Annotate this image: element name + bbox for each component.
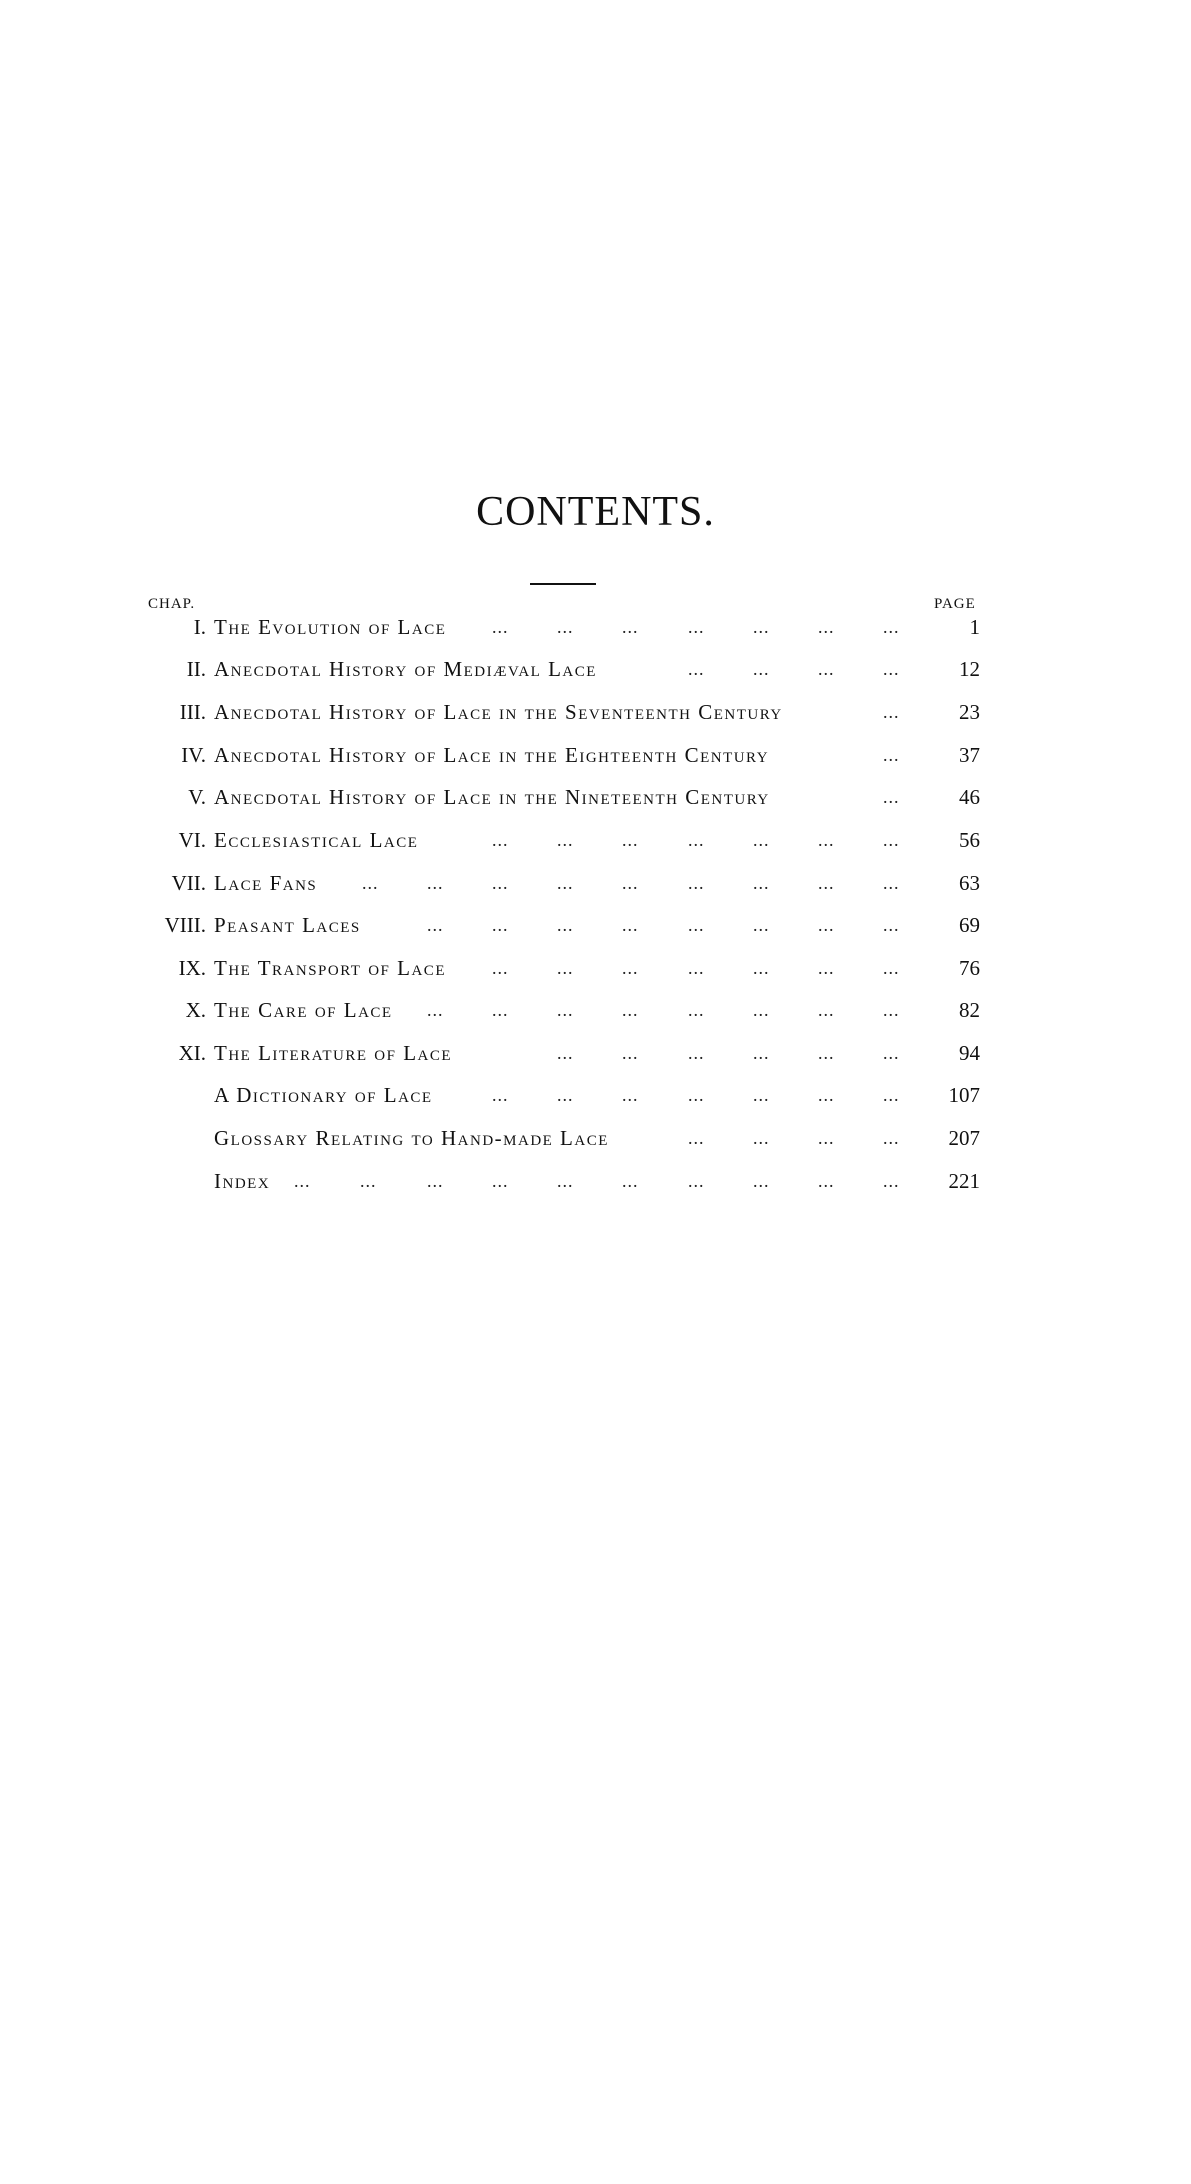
chapter-title: Lace Fans: [214, 871, 318, 895]
dot-leader: ...: [557, 1000, 574, 1020]
chapter-title: Glossary Relating to Hand-made Lace: [214, 1126, 609, 1150]
toc-entry: [0, 782, 1191, 812]
page-number: 63: [959, 871, 980, 895]
dot-leader: ...: [427, 1171, 444, 1191]
dot-leader: ...: [492, 1171, 509, 1191]
dot-leader: ...: [818, 873, 835, 893]
dot-leader: ...: [622, 1085, 639, 1105]
toc-entry: [0, 1080, 1191, 1110]
dot-leader: ...: [883, 1000, 900, 1020]
dot-leader: ...: [492, 1085, 509, 1105]
dot-leader: ...: [492, 617, 509, 637]
chapter-number: III.: [179, 700, 206, 724]
toc-entry: [0, 868, 1191, 898]
dot-leader: ...: [818, 1085, 835, 1105]
dot-leader: ...: [753, 1171, 770, 1191]
dot-leader: ...: [622, 617, 639, 637]
dot-leader: ...: [688, 617, 705, 637]
dot-leader: ...: [557, 958, 574, 978]
toc-entry: [0, 1123, 1191, 1153]
dot-leader: ...: [753, 1000, 770, 1020]
dot-leader: ...: [492, 915, 509, 935]
dot-leader: ...: [818, 830, 835, 850]
toc-entry: [0, 697, 1191, 727]
chapter-number: IV.: [181, 743, 206, 767]
page-number: 107: [948, 1083, 980, 1107]
chapter-number: IX.: [178, 956, 206, 980]
dot-leader: ...: [427, 915, 444, 935]
dot-leader: ...: [818, 617, 835, 637]
dot-leader: ...: [883, 787, 900, 807]
dot-leader: ...: [427, 873, 444, 893]
chapter-title: Anecdotal History of Mediæval Lace: [214, 657, 597, 681]
dot-leader: ...: [688, 958, 705, 978]
toc-entry: [0, 612, 1191, 642]
dot-leader: ...: [818, 1043, 835, 1063]
chapter-number: V.: [188, 785, 206, 809]
toc-entry: [0, 654, 1191, 684]
dot-leader: ...: [622, 958, 639, 978]
chapter-title: The Literature of Lace: [214, 1041, 453, 1065]
chapter-title: Anecdotal History of Lace in the Nineteenth Century: [214, 785, 770, 809]
dot-leader: ...: [688, 1171, 705, 1191]
dot-leader: ...: [818, 1000, 835, 1020]
dot-leader: ...: [622, 830, 639, 850]
dot-leader: ...: [883, 915, 900, 935]
page-number: 37: [959, 743, 980, 767]
toc-entry: [0, 953, 1191, 983]
dot-leader: ...: [622, 1000, 639, 1020]
chapter-number: VII.: [171, 871, 206, 895]
dot-leader: ...: [492, 1000, 509, 1020]
chapter-title: Anecdotal History of Lace in the Seventeenth Century: [214, 700, 783, 724]
dot-leader: ...: [294, 1171, 311, 1191]
dot-leader: ...: [557, 915, 574, 935]
chapter-number: VIII.: [164, 913, 206, 937]
dot-leader: ...: [557, 617, 574, 637]
dot-leader: ...: [622, 915, 639, 935]
dot-leader: ...: [753, 915, 770, 935]
dot-leader: ...: [883, 958, 900, 978]
dot-leader: ...: [753, 873, 770, 893]
dot-leader: ...: [753, 1085, 770, 1105]
chapter-number: VI.: [178, 828, 206, 852]
chapter-title: Anecdotal History of Lace in the Eighteenth Century: [214, 743, 770, 767]
dot-leader: ...: [753, 617, 770, 637]
toc-entry: [0, 910, 1191, 940]
dot-leader: ...: [427, 1000, 444, 1020]
page-number: 69: [959, 913, 980, 937]
dot-leader: ...: [688, 1000, 705, 1020]
page-number: 82: [959, 998, 980, 1022]
dot-leader: ...: [883, 1085, 900, 1105]
dot-leader: ...: [753, 830, 770, 850]
dot-leader: ...: [557, 830, 574, 850]
toc-entry: [0, 1038, 1191, 1068]
dot-leader: ...: [622, 1043, 639, 1063]
chapter-title: The Care of Lace: [214, 998, 393, 1022]
dot-leader: ...: [818, 1171, 835, 1191]
dot-leader: ...: [557, 1171, 574, 1191]
dot-leader: ...: [883, 745, 900, 765]
dot-leader: ...: [818, 1128, 835, 1148]
dot-leader: ...: [362, 873, 379, 893]
dot-leader: ...: [883, 659, 900, 679]
dot-leader: ...: [883, 1171, 900, 1191]
dot-leader: ...: [818, 659, 835, 679]
dot-leader: ...: [688, 873, 705, 893]
dot-leader: ...: [753, 1128, 770, 1148]
page-number: 221: [948, 1169, 980, 1193]
dot-leader: ...: [557, 1043, 574, 1063]
dot-leader: ...: [557, 873, 574, 893]
page-number: 1: [969, 615, 980, 639]
page-title: CONTENTS.: [476, 489, 715, 535]
page-column-label: PAGE: [934, 596, 976, 612]
chapter-number: XI.: [178, 1041, 206, 1065]
chapter-title: Peasant Laces: [214, 913, 361, 937]
dot-leader: ...: [818, 915, 835, 935]
page-number: 46: [959, 785, 980, 809]
dot-leader: ...: [883, 1128, 900, 1148]
dot-leader: ...: [753, 958, 770, 978]
chapter-number: II.: [186, 657, 206, 681]
dot-leader: ...: [753, 1043, 770, 1063]
page-number: 207: [948, 1126, 980, 1150]
dot-leader: ...: [688, 659, 705, 679]
dot-leader: ...: [688, 1085, 705, 1105]
dot-leader: ...: [492, 873, 509, 893]
toc-entry: [0, 740, 1191, 770]
chapter-title: A Dictionary of Lace: [214, 1083, 433, 1107]
dot-leader: ...: [883, 702, 900, 722]
dot-leader: ...: [688, 1043, 705, 1063]
toc-entry: [0, 995, 1191, 1025]
dot-leader: ...: [688, 1128, 705, 1148]
page-number: 94: [959, 1041, 980, 1065]
page-number: 23: [959, 700, 980, 724]
dot-leader: ...: [622, 1171, 639, 1191]
chapter-title: Ecclesiastical Lace: [214, 828, 419, 852]
page-number: 12: [959, 657, 980, 681]
dot-leader: ...: [883, 1043, 900, 1063]
chapter-title: The Transport of Lace: [214, 956, 446, 980]
toc-entry: [0, 825, 1191, 855]
dot-leader: ...: [883, 873, 900, 893]
dot-leader: ...: [688, 915, 705, 935]
dot-leader: ...: [492, 830, 509, 850]
page-number: 56: [959, 828, 980, 852]
chap-column-label: CHAP.: [148, 596, 196, 612]
page-number: 76: [959, 956, 980, 980]
chapter-title: The Evolution of Lace: [214, 615, 447, 639]
chapter-number: I.: [193, 615, 206, 639]
dot-leader: ...: [622, 873, 639, 893]
dot-leader: ...: [557, 1085, 574, 1105]
dot-leader: ...: [360, 1171, 377, 1191]
chapter-number: X.: [185, 998, 206, 1022]
chapter-title: Index: [214, 1169, 271, 1193]
dot-leader: ...: [688, 830, 705, 850]
toc-entry: [0, 1166, 1191, 1196]
dot-leader: ...: [818, 958, 835, 978]
dot-leader: ...: [492, 958, 509, 978]
dot-leader: ...: [883, 830, 900, 850]
dot-leader: ...: [753, 659, 770, 679]
dot-leader: ...: [883, 617, 900, 637]
